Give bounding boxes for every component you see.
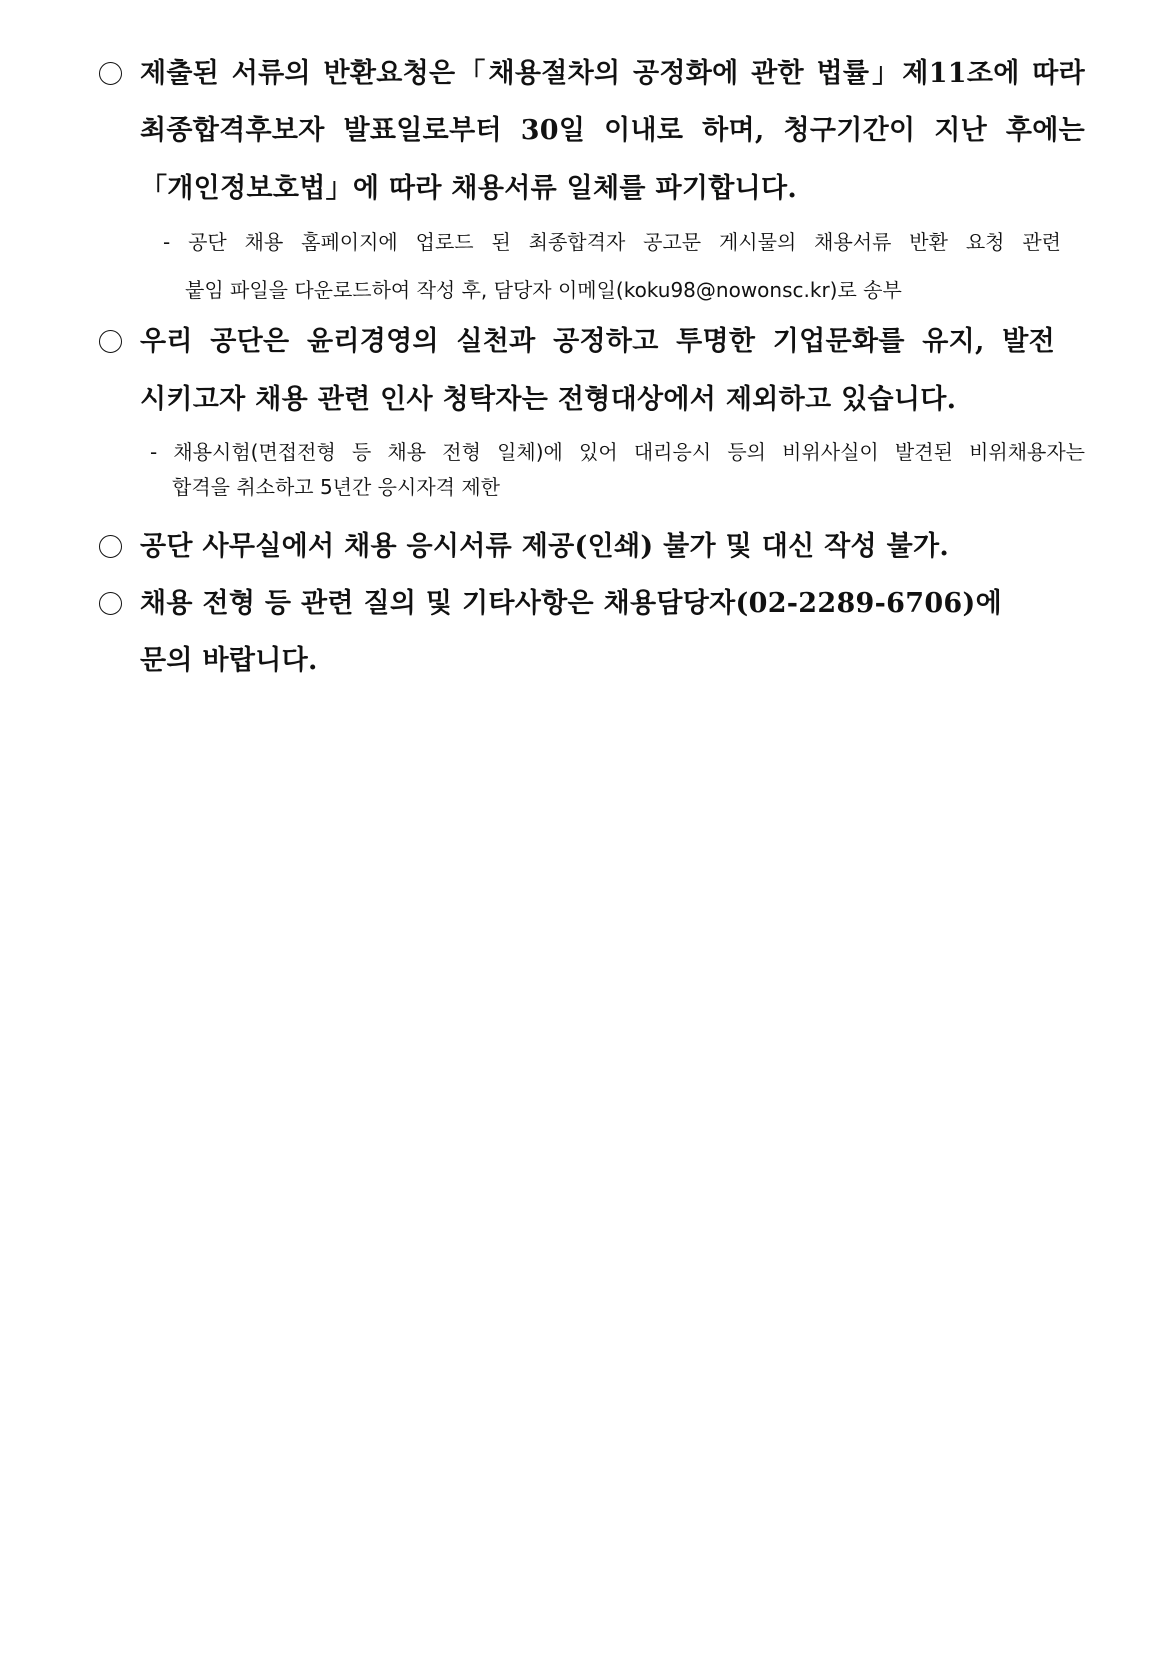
notice-1-line-3: 「개인정보호법」에 따라 채용서류 일체를 파기합니다. [140,173,798,204]
circle-bullet-icon [99,62,122,85]
circle-bullet-icon [99,592,122,615]
notice-4-line-2: 문의 바랍니다. [140,645,318,676]
notice-2-line-2: 시키고자 채용 관련 인사 청탁자는 전형대상에서 제외하고 있습니다. [140,384,957,415]
circle-bullet-icon [99,535,122,558]
notice-1-line-2: 최종합격후보자 발표일로부터 30일 이내로 하며, 청구기간이 지난 후에는 [140,115,1085,146]
circle-bullet-icon [99,330,122,353]
notice-4-line-1: 채용 전형 등 관련 질의 및 기타사항은 채용담당자(02-2289-6706)에 [140,588,1002,619]
notice-2-note-line-1: - 채용시험(면접전형 등 채용 전형 일체)에 있어 대리응시 등의 비위사실이 발견된 비위채용자는 [150,440,1085,464]
notice-3-line-1: 공단 사무실에서 채용 응시서류 제공(인쇄) 불가 및 대신 작성 불가. [140,531,950,562]
notice-2-note-line-2: 합격을 취소하고 5년간 응시자격 제한 [172,475,500,499]
notice-1-note-line-1: - 공단 채용 홈페이지에 업로드 된 최종합격자 공고문 게시물의 채용서류 반환 요청 관련 [163,230,1061,254]
notice-2-line-1: 우리 공단은 윤리경영의 실천과 공정하고 투명한 기업문화를 유지, 발전 [140,326,1055,357]
notice-1-note-line-2: 붙임 파일을 다운로드하여 작성 후, 담당자 이메일(koku98@nowonsc.kr)로 송부 [185,278,902,302]
notice-1-line-1: 제출된 서류의 반환요청은「채용절차의 공정화에 관한 법률」제11조에 따라 [140,58,1085,89]
